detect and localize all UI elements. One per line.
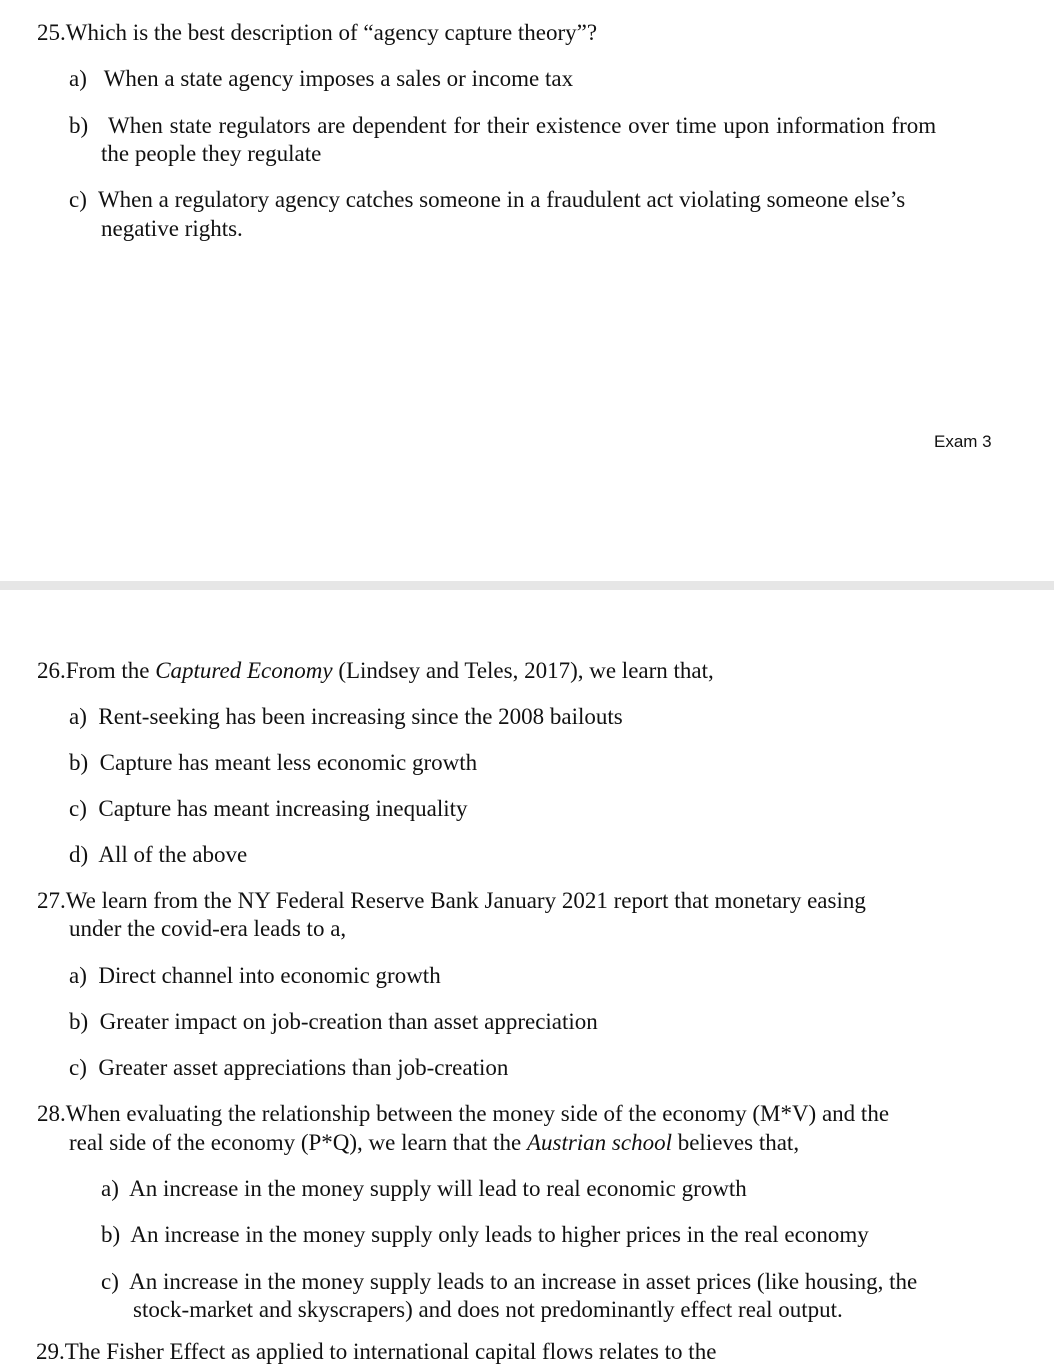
question-29-partial-stem: 29.The Fisher Effect as applied to international capital flows relates to the — [36, 1339, 717, 1364]
question-28-option-c-line1: c) An increase in the money supply leads to an increase in asset prices (like housing, the — [101, 1269, 918, 1294]
question-26-option-d: d) All of the above — [69, 842, 248, 867]
page-top — [0, 0, 1054, 581]
question-27-stem-line1: 27.We learn from the NY Federal Reserve Bank January 2021 report that monetary easing — [37, 888, 866, 913]
question-25-option-c-line1: c) When a regulatory agency catches someone in a fraudulent act violating someone else’s — [69, 187, 906, 212]
question-26-option-c: c) Capture has meant increasing inequality — [69, 796, 468, 821]
question-28-school-name: Austrian school — [526, 1130, 672, 1155]
question-28-stem-line1: 28.When evaluating the relationship between the money side of the economy (M*V) and the — [37, 1101, 890, 1126]
page-separator — [0, 581, 1054, 590]
question-25-option-b-line1: b) When state regulators are dependent for their existence over time upon information from — [69, 113, 937, 138]
question-28-option-c-line2: stock-market and skyscrapers) and does not predominantly effect real output. — [133, 1297, 843, 1322]
question-26-option-a: a) Rent-seeking has been increasing since the 2008 bailouts — [69, 704, 623, 729]
question-25-option-a: a) When a state agency imposes a sales or income tax — [69, 66, 574, 91]
question-26-stem — [37, 657, 714, 685]
question-27-stem-line2: under the covid-era leads to a, — [69, 916, 347, 941]
question-26-stem-post: (Lindsey and Teles, 2017), we learn that, — [332, 658, 714, 683]
page-bottom — [0, 590, 1054, 1350]
question-26-book-title: Captured Economy — [155, 658, 333, 683]
question-28-stem-line2 — [69, 1129, 799, 1157]
question-28-option-b: b) An increase in the money supply only leads to higher prices in the real economy — [101, 1222, 869, 1247]
question-28-option-a: a) An increase in the money supply will lead to real economic growth — [101, 1176, 747, 1201]
question-25-option-b-line2: the people they regulate — [101, 141, 322, 166]
question-25-stem: 25.Which is the best description of “agency capture theory”? — [37, 20, 598, 45]
question-28-stem-pre: real side of the economy (P*Q), we learn that the — [69, 1130, 527, 1155]
question-26-stem-pre: 26.From the — [37, 658, 156, 683]
question-28-stem-post: believes that, — [671, 1130, 800, 1155]
question-25-option-c-line2: negative rights. — [101, 216, 243, 241]
question-27-option-a: a) Direct channel into economic growth — [69, 963, 441, 988]
question-26-option-b: b) Capture has meant less economic growth — [69, 750, 478, 775]
question-27-option-c: c) Greater asset appreciations than job-creation — [69, 1055, 509, 1080]
page-footer-label: Exam 3 — [934, 432, 992, 451]
question-29-partial-clip — [36, 1338, 936, 1364]
question-27-option-b: b) Greater impact on job-creation than asset appreciation — [69, 1009, 598, 1034]
